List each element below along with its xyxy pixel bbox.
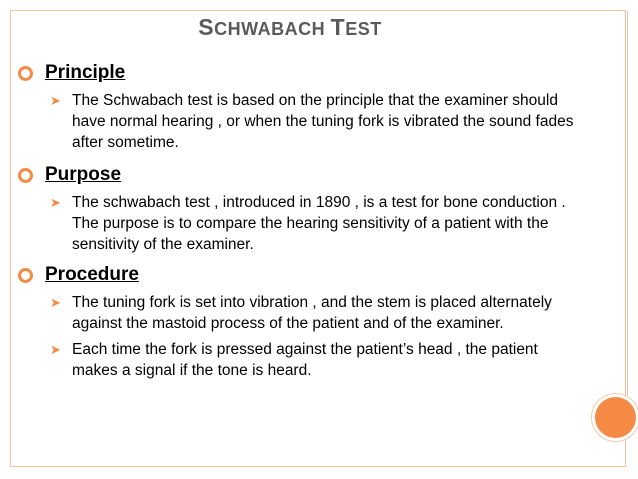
ring-bullet-icon bbox=[18, 268, 33, 283]
list-item-text: Each time the fork is pressed against the patient’s head , the patient makes a signal if the tone is heard. bbox=[72, 341, 538, 379]
ring-bullet-icon bbox=[18, 66, 33, 81]
ring-bullet-icon bbox=[18, 168, 33, 183]
list-item-text: The schwabach test , introduced in 1890 , is a test for bone conduction . The purpose is to compare the hearing sensitivity of a patient with the sensitivity of the examiner. bbox=[72, 194, 566, 253]
list-item bbox=[50, 292, 580, 334]
section-heading bbox=[18, 164, 580, 186]
arrow-bullet-icon: ➤ bbox=[50, 195, 61, 210]
section-procedure bbox=[18, 264, 580, 381]
list-item bbox=[50, 90, 580, 153]
slide-title bbox=[0, 14, 580, 41]
section-heading-text: Procedure bbox=[45, 264, 139, 285]
section-principle bbox=[18, 62, 580, 153]
title-part-2: EST bbox=[345, 19, 382, 39]
title-initial-2: T bbox=[330, 14, 346, 40]
list-item-text: The Schwabach test is based on the principle that the examiner should have normal hearing , or when the tuning fork is vibrated the sound fades after sometime. bbox=[72, 92, 574, 151]
section-heading bbox=[18, 264, 580, 286]
section-heading-text: Principle bbox=[45, 62, 126, 83]
title-part-1: CHWABACH bbox=[214, 19, 331, 39]
list-item-text: The tuning fork is set into vibration , and the stem is placed alternately against the mastoid process of the patient and of the examiner. bbox=[72, 294, 552, 332]
frame-accent-rule bbox=[627, 11, 628, 409]
list-item bbox=[50, 339, 580, 381]
decorative-circle-icon bbox=[595, 397, 636, 438]
section-purpose bbox=[18, 164, 580, 255]
section-heading bbox=[18, 62, 580, 84]
arrow-bullet-icon: ➤ bbox=[50, 295, 61, 310]
section-heading-text: Purpose bbox=[45, 164, 122, 185]
arrow-bullet-icon: ➤ bbox=[50, 93, 61, 108]
list-item bbox=[50, 192, 580, 255]
title-initial-1: S bbox=[198, 14, 215, 40]
arrow-bullet-icon: ➤ bbox=[50, 342, 61, 357]
